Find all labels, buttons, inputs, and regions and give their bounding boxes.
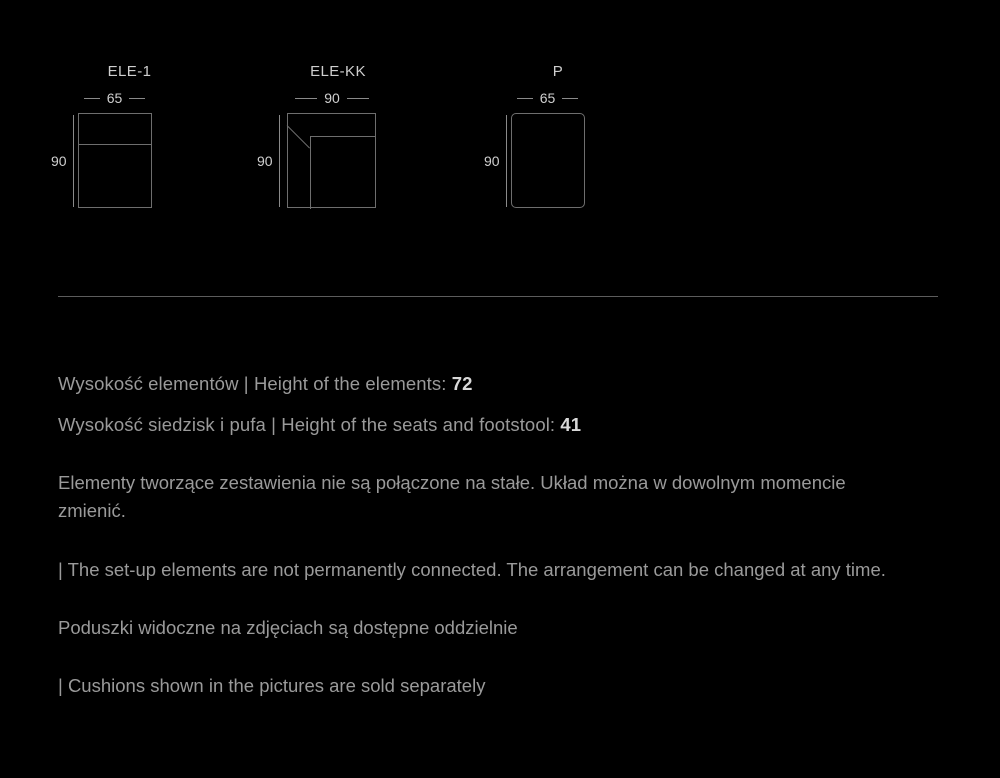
width-tick-left	[295, 98, 317, 99]
spec-label-en: Height of the seats and footstool:	[281, 413, 556, 435]
module-label-ele-1: ELE-1	[107, 63, 152, 80]
note-en-cushions: | Cushions shown in the pictures are sold separately	[58, 674, 486, 696]
spec-separator: |	[271, 413, 277, 435]
module-shape-p	[511, 113, 585, 208]
spec-row-height-of-seats	[58, 411, 958, 440]
note-pl-connection: Elementy tworzące zestawienia nie są połączone na stałe. Układ można w dowolnym momencie zmienić.	[58, 472, 846, 522]
spec-separator: |	[243, 373, 249, 394]
height-line-p	[506, 115, 507, 207]
corner-diagonal-line	[287, 125, 310, 148]
module-shape-ele-kk	[287, 113, 376, 208]
spec-row-height-of-elements	[58, 370, 958, 399]
corner-inner-horizontal-line	[310, 136, 376, 137]
module-shape-ele-1	[78, 113, 152, 208]
height-line-ele-kk	[279, 115, 280, 207]
spec-label-en: Height of the elements:	[253, 373, 447, 394]
height-dimension-ele-kk	[257, 115, 280, 207]
height-dimension-ele-1	[51, 115, 74, 207]
height-value-p: 90	[484, 153, 500, 169]
width-tick-left	[84, 98, 100, 99]
width-tick-right	[129, 98, 145, 99]
section-divider	[58, 296, 938, 297]
width-value-ele-kk: 90	[324, 90, 340, 106]
height-line-ele-1	[73, 115, 74, 207]
spec-value: 72	[451, 373, 473, 394]
module-diagram-area	[0, 0, 1000, 300]
width-tick-right	[347, 98, 369, 99]
height-dimension-p	[484, 115, 507, 207]
note-pl-cushions: Poduszki widoczne na zdjęciach są dostępne oddzielnie	[58, 616, 518, 638]
spec-value: 41	[560, 413, 582, 435]
height-value-ele-kk: 90	[257, 153, 273, 169]
module-shape-divider-line	[79, 144, 151, 145]
width-tick-left	[517, 98, 533, 99]
spec-label-pl: Wysokość elementów	[58, 373, 239, 394]
width-dimension-ele-kk	[282, 90, 382, 106]
note-en-connection: | The set-up elements are not permanently connected. The arrangement can be changed at any time.	[58, 558, 886, 580]
module-label-ele-kk: ELE-KK	[310, 63, 366, 80]
specifications-text-block	[58, 370, 958, 700]
height-value-ele-1: 90	[51, 153, 67, 169]
width-dimension-p	[505, 90, 590, 106]
module-label-p: P	[552, 63, 564, 80]
spec-label-pl: Wysokość siedzisk i pufa	[58, 413, 266, 435]
width-tick-right	[562, 98, 578, 99]
width-value-ele-1: 65	[106, 90, 123, 106]
width-dimension-ele-1	[72, 90, 157, 106]
width-value-p: 65	[539, 90, 556, 106]
